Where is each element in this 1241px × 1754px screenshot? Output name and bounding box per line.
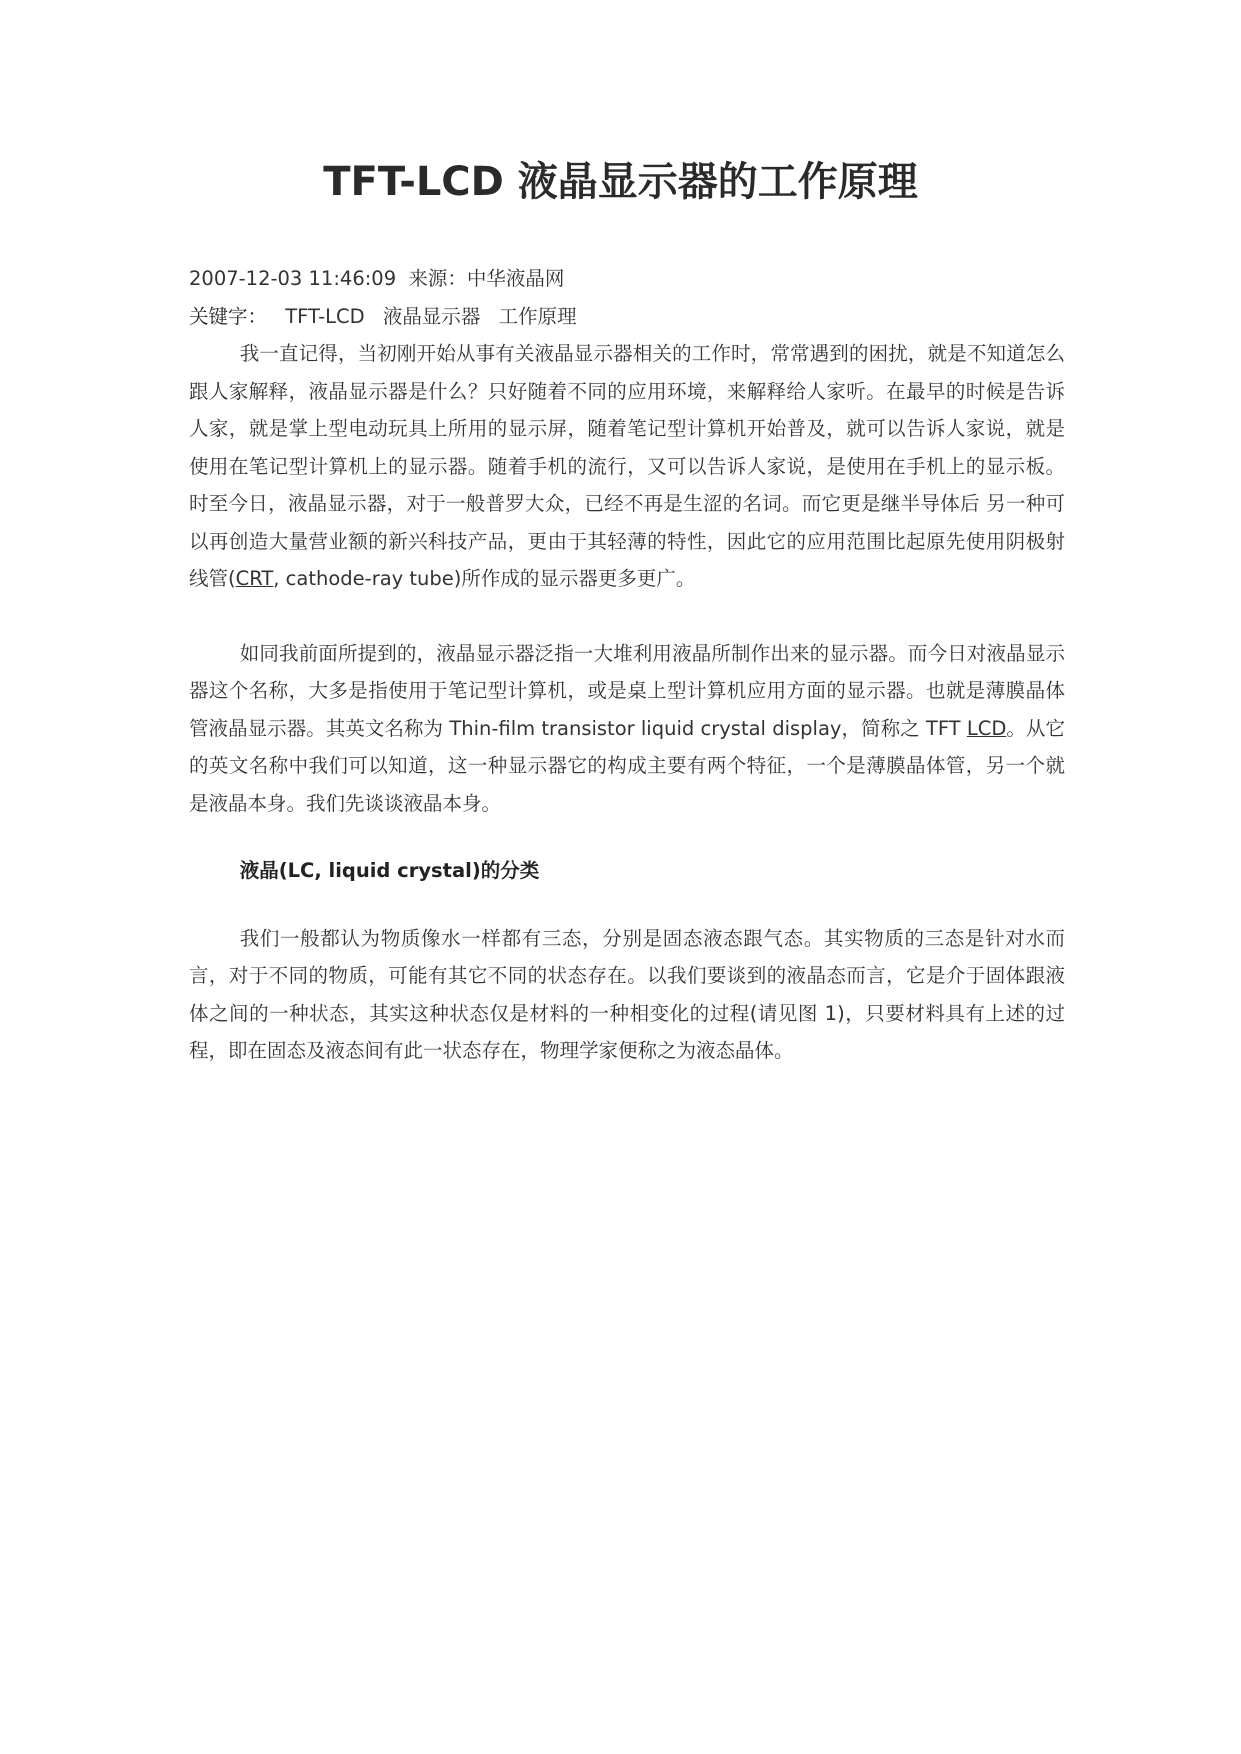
paragraph-definition (189, 635, 1065, 823)
keyword-item: TFT-LCD (285, 304, 365, 328)
paragraph-spacer (189, 598, 1065, 635)
paragraph-intro-tail: , cathode-ray tube)所作成的显示器更多更广。 (273, 567, 696, 590)
lcd-link[interactable]: LCD (966, 716, 1007, 740)
paragraph-definition-text: 如同我前面所提到的，液晶显示器泛指一大堆利用液晶所制作出来的显示器。而今日对液晶显示器这个名称，大多是指使用于笔记型计算机，或是桌上型计算机应用方面的显示器。也就是薄膜晶体管液晶显示器。其英文名称为 Thin-film transistor liquid crystal display，简称之 TFT (189, 641, 1065, 740)
publish-datetime: 2007-12-03 11:46:09 (189, 267, 397, 290)
section-heading: 液晶(LC, liquid crystal)的分类 (239, 859, 540, 882)
paragraph-intro-text: 我一直记得，当初刚开始从事有关液晶显示器相关的工作时，常常遇到的困扰，就是不知道怎么跟人家解释，液晶显示器是什么？只好随着不同的应用环境，来解释给人家听。在最早的时候是告诉人家，就是掌上型电动玩具上所用的显示屏，随着笔记型计算机开始普及，就可以告诉人家说，就是使用在笔记型计算机上的显示器。随着手机的流行，又可以告诉人家说，是使用在手机上的显示板。时至今日，液晶显示器，对于一般普罗大众，已经不再是生涩的名词。而它更是继半导体后 另一种可以再创造大量营业额的新兴科技产品，更由于其轻薄的特性，因此它的应用范围比起原先使用阴极射线管( (189, 342, 1065, 590)
paragraph-spacer (189, 822, 1065, 852)
crt-link[interactable]: CRT (235, 567, 274, 590)
paragraph-states: 我们一般都认为物质像水一样都有三态，分别是固态液态跟气态。其实物质的三态是针对水而言，对于不同的物质，可能有其它不同的状态存在。以我们要谈到的液晶态而言，它是介于固体跟液体之间的一种状态，其实这种状态仅是材料的一种相变化的过程(请见图 1)，只要材料具有上述的过程，即在固态及液态间有此一状态存在，物理学家便称之为液态晶体。 (189, 926, 1065, 1062)
paragraph-spacer (189, 890, 1065, 920)
article-body (189, 260, 1065, 1070)
article-title: TFT-LCD 液晶显示器的工作原理 (323, 159, 918, 205)
keywords-line (189, 298, 1065, 336)
paragraph-intro (189, 335, 1065, 598)
paragraph-definition-tail: 。从它的英文名称中我们可以知道，这一种显示器它的构成主要有两个特征，一个是薄膜晶体管，另一个就是液晶本身。我们先谈谈液晶本身。 (189, 716, 1065, 815)
keyword-item: 工作原理 (498, 304, 577, 328)
keywords-label: 关键字： (189, 304, 268, 328)
source-label: 来源： (408, 267, 467, 290)
article-meta (189, 260, 1065, 298)
keyword-item: 液晶显示器 (382, 304, 481, 328)
source-name: 中华液晶网 (466, 267, 565, 290)
